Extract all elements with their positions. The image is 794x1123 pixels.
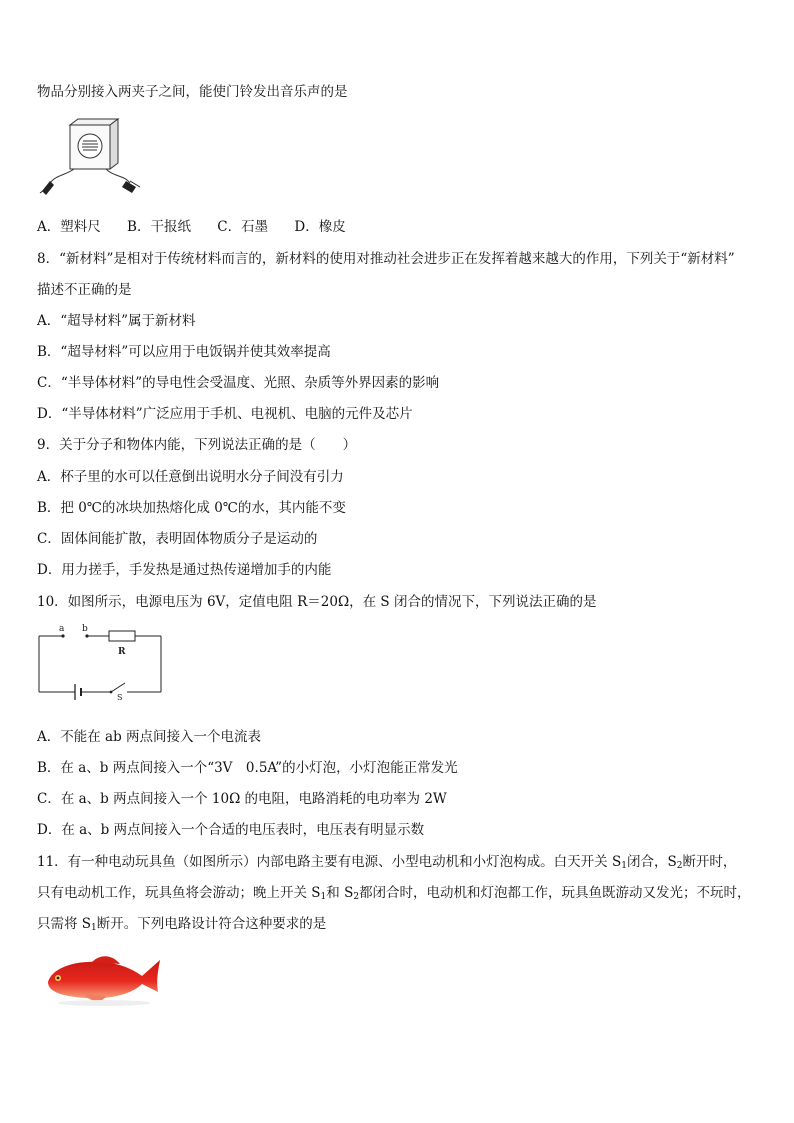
circuit-label-a: a (59, 624, 65, 634)
q9-option-b: B．把 0℃的冰块加热熔化成 0℃的水，其内能不变 (37, 500, 346, 516)
q7-option-b: B．干报纸 (127, 219, 191, 235)
q10-option-c: C．在 a、b 两点间接入一个 10Ω 的电阻，电路消耗的电功率为 2W (37, 791, 447, 807)
circuit-label-b: b (82, 624, 88, 634)
q11-text: 断开。下列电路设计符合这种要求的是 (96, 916, 327, 932)
subscript: 2 (676, 861, 683, 871)
q8-stem-line1: 8．“新材料”是相对于传统材料而言的，新材料的使用对推动社会进步正在发挥着越来越大的作用，下列关于“新材料” (37, 251, 735, 267)
q11-stem-line1 (37, 854, 736, 870)
q8-option-b: B．“超导材料”可以应用于电饭锅并使其效率提高 (37, 344, 331, 360)
circuit-diagram (37, 622, 167, 700)
q8-stem-line2: 描述不正确的是 (37, 282, 132, 298)
q10-option-a: A．不能在 ab 两点间接入一个电流表 (37, 729, 262, 745)
circuit-label-r: R (118, 647, 126, 657)
subscript: 2 (353, 892, 360, 902)
q7-option-c: C．石墨 (217, 219, 269, 235)
q11-text: 只有电动机工作，玩具鱼将会游动；晚上开关 S (37, 885, 321, 901)
q10-option-d: D．在 a、b 两点间接入一个合适的电压表时，电压表有明显示数 (37, 822, 425, 838)
q11-stem-line2 (37, 885, 751, 901)
q7-option-d: D．橡皮 (294, 219, 346, 235)
q8-option-d: D．“半导体材料”广泛应用于手机、电视机、电脑的元件及芯片 (37, 406, 413, 422)
q9-stem: 9．关于分子和物体内能，下列说法正确的是（ ） (37, 437, 357, 453)
q11-text: 都闭合时，电动机和灯泡都工作，玩具鱼既游动又发光；不玩时， (359, 885, 751, 901)
q11-text: 和 S (326, 885, 354, 901)
q11-text: 只需将 S (37, 916, 92, 932)
q11-text: 闭合，S (626, 854, 677, 870)
subscript: 1 (621, 861, 627, 871)
q9-option-a: A．杯子里的水可以任意倒出说明水分子间没有引力 (37, 469, 344, 485)
q10-stem: 10．如图所示，电源电压为 6V，定值电阻 R＝20Ω，在 S 闭合的情况下，下列说法正确的是 (37, 594, 597, 610)
toy-fish-image (44, 948, 164, 1010)
doorbell-figure (38, 117, 143, 197)
q7-option-a: A．塑料尺 (37, 219, 101, 235)
subscript: 1 (320, 892, 327, 902)
q11-text: 11．有一种电动玩具鱼（如图所示）内部电路主要有电源、小型电动机和小灯泡构成。白天开关 S (37, 854, 622, 870)
q10-option-b: B．在 a、b 两点间接入一个“3V 0.5A”的小灯泡，小灯泡能正常发光 (37, 760, 458, 776)
q7-options (37, 219, 368, 235)
q11-stem-line3 (37, 916, 326, 932)
q8-option-c: C．“半导体材料”的导电性会受温度、光照、杂质等外界因素的影响 (37, 375, 440, 391)
circuit-label-s: S (117, 693, 123, 700)
subscript: 1 (91, 923, 97, 933)
q9-option-d: D．用力搓手，手发热是通过热传递增加手的内能 (37, 562, 332, 578)
q8-option-a: A．“超导材料”属于新材料 (37, 313, 196, 329)
intro-line: 物品分别接入两夹子之间，能使门铃发出音乐声的是 (37, 84, 348, 100)
q9-option-c: C．固体间能扩散，表明固体物质分子是运动的 (37, 531, 318, 547)
q11-text: 断开时， (682, 854, 737, 870)
